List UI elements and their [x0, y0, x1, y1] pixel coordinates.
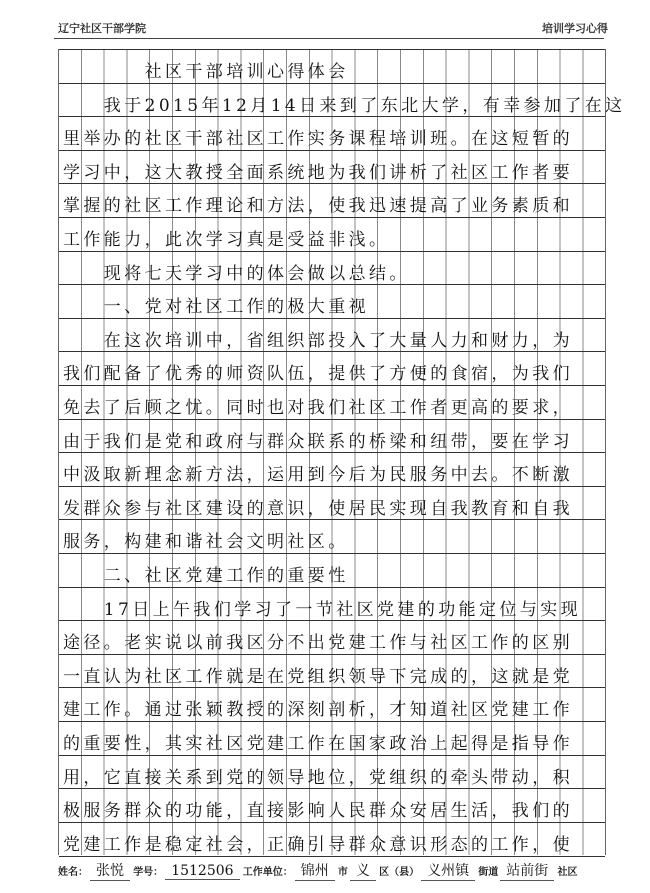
- text-lines: [59, 49, 626, 855]
- form-footer: [58, 860, 604, 882]
- city-suffix: 市: [337, 867, 348, 878]
- text-line: [59, 587, 605, 622]
- document-type: 培训学习心得: [542, 22, 608, 35]
- text-line: [59, 419, 605, 454]
- text-line-content: 社区干部培训心得体会: [63, 62, 349, 82]
- text-line: [59, 83, 626, 118]
- text-line: [59, 654, 605, 689]
- name-label: 姓名：: [58, 867, 88, 878]
- text-line: [59, 486, 605, 521]
- text-line: [59, 351, 605, 386]
- text-line-content: 在这次培训中，省组织部投入了大量人力和财力，为: [63, 330, 573, 351]
- text-line: [59, 183, 605, 218]
- text-line: [59, 284, 605, 319]
- text-line: [59, 620, 605, 655]
- text-line-content: 建工作。通过张颖教授的深刻剖析，才知道社区党建工作: [63, 700, 573, 721]
- city-field: 锦州: [295, 860, 335, 881]
- text-line: [59, 687, 605, 722]
- page-header: [0, 0, 650, 40]
- text-line-content: 免去了后顾之忧。同时也对我们社区工作者更高的要求，: [63, 398, 573, 418]
- work-unit-label: 工作单位：: [242, 867, 293, 878]
- text-line: [59, 116, 605, 151]
- text-line-content: 现将七天学习中的体会做以总结。: [63, 263, 410, 284]
- text-line-content: 我们配备了优秀的师资队伍，提供了方便的食宿，为我们: [63, 364, 573, 385]
- community-suffix: 社区: [557, 867, 578, 878]
- text-line: [59, 49, 605, 84]
- town-field: 义州镇: [421, 860, 475, 881]
- text-line-content: 17日上午我们学习了一节社区党建的功能定位与实现: [63, 599, 582, 620]
- text-line-content: 极服务群众的功能，直接影响人民群众安居生活，我们的: [63, 801, 573, 822]
- text-line: [59, 217, 605, 252]
- text-line-content: 途径。老实说以前我区分不出党建工作与社区工作的区别: [63, 633, 573, 654]
- text-line: [59, 822, 605, 858]
- text-line: [59, 788, 605, 823]
- text-line-content: 的重要性，其实社区党建工作在国家政治上起得是指导作: [63, 734, 573, 754]
- district-suffix: 区（县）: [379, 867, 420, 878]
- district-field: 义: [350, 860, 376, 881]
- text-line-content: 掌握的社区工作理论和方法，使我迅速提高了业务素质和: [63, 196, 573, 217]
- student-id-field: 1512506: [165, 863, 239, 880]
- text-line: [59, 150, 605, 185]
- text-line: [59, 385, 605, 420]
- name-field: 张悦: [90, 860, 130, 881]
- text-line: [59, 251, 605, 286]
- street-suffix: 街道: [478, 867, 499, 878]
- community-field: 站前街: [500, 860, 554, 881]
- text-line-content: 工作能力，此次学习真是受益非浅。: [63, 230, 390, 250]
- org-name: 辽宁社区干部学院: [58, 22, 146, 35]
- manuscript-grid: [58, 49, 626, 855]
- text-line-content: 一直认为社区工作就是在党组织领导下完成的，这就是党: [63, 666, 573, 687]
- text-line: [59, 452, 605, 487]
- text-line-content: 一、党对社区工作的极大重视: [63, 297, 369, 318]
- text-line-content: 中汲取新理念新方法，运用到今后为民服务中去。不断激: [63, 465, 573, 486]
- text-line-content: 我于2015年12月14日来到了东北大学，有幸参加了在这: [63, 95, 626, 116]
- text-line-content: 党建工作是稳定社会，正确引导群众意识形态的工作，使: [63, 834, 573, 855]
- text-line: [59, 721, 605, 756]
- header-divider: [54, 38, 604, 39]
- text-line-content: 由于我们是党和政府与群众联系的桥梁和纽带，要在学习: [63, 431, 573, 452]
- text-line-content: 服务，构建和谐社会文明社区。: [63, 532, 349, 553]
- text-line: [59, 553, 605, 588]
- text-line: [59, 318, 605, 353]
- text-line: [59, 519, 605, 554]
- text-line-content: 发群众参与社区建设的意识，使居民实现自我教育和自我: [63, 498, 573, 519]
- text-line: [59, 755, 605, 790]
- student-id-label: 学号：: [133, 867, 164, 878]
- text-line-content: 二、社区党建工作的重要性: [63, 566, 349, 586]
- text-line-content: 里举办的社区干部社区工作实务课程培训班。在这短暂的: [63, 129, 573, 150]
- text-line-content: 学习中，这大教授全面系统地为我们讲析了社区工作者要: [63, 162, 573, 183]
- text-line-content: 用，它直接关系到党的领导地位，党组织的牵头带动，积: [63, 767, 573, 788]
